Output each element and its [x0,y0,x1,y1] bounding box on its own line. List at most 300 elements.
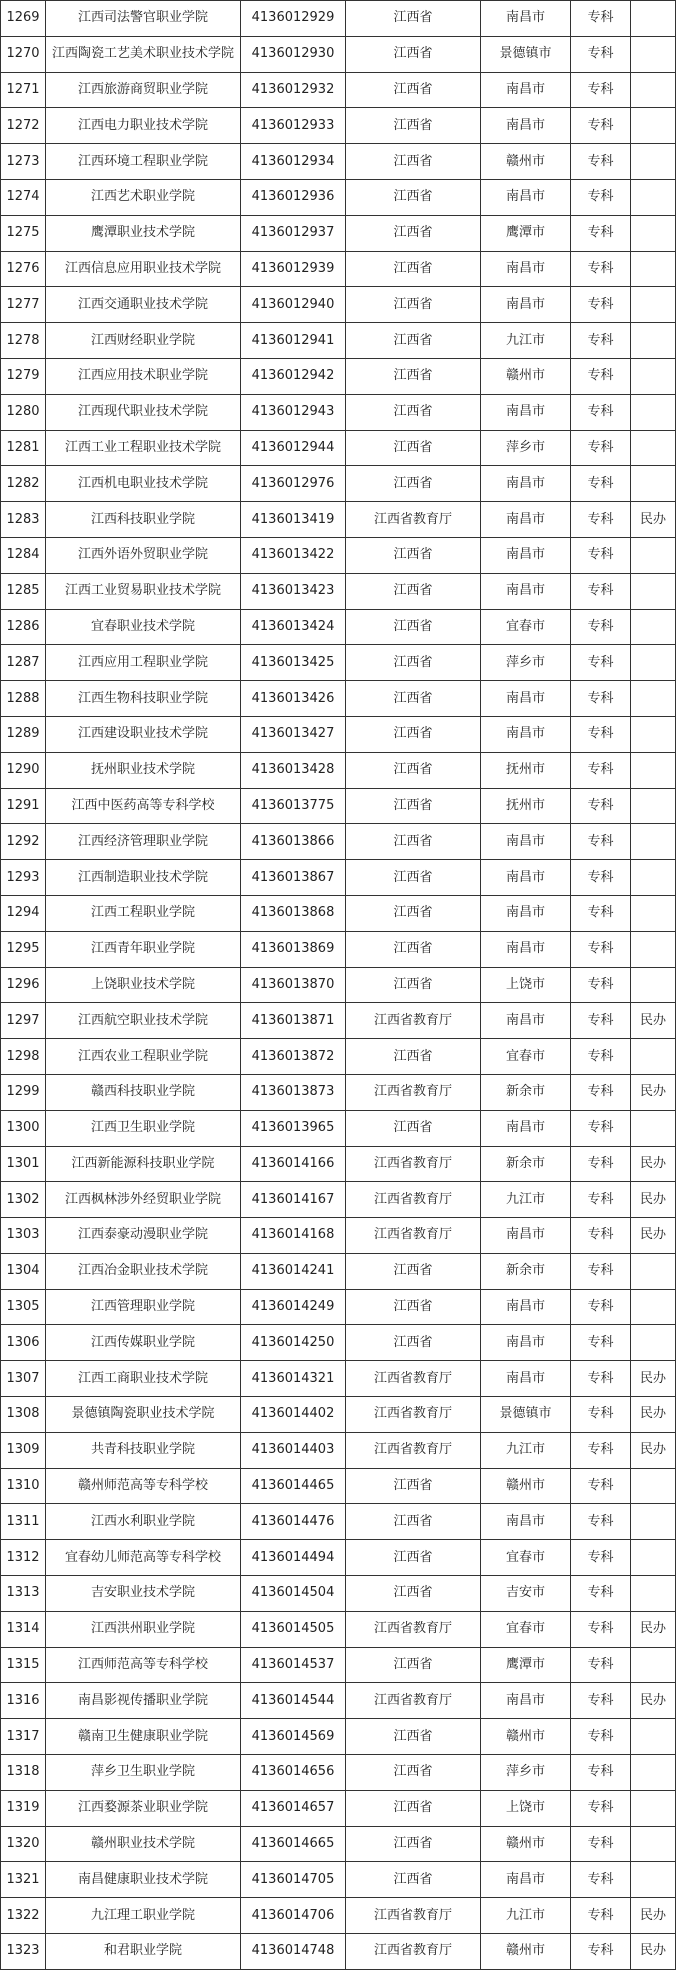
school-name-cell: 江西中医药高等专科学校 [46,788,241,824]
level-cell: 专科 [571,1683,631,1719]
school-code-cell: 4136014504 [241,1576,346,1612]
table-row [1,36,676,72]
location-cell: 南昌市 [481,108,571,144]
table-row [1,1934,676,1970]
level-cell: 专科 [571,1432,631,1468]
school-name-cell: 江西旅游商贸职业学院 [46,72,241,108]
location-cell: 南昌市 [481,287,571,323]
table-row [1,1862,676,1898]
table-row [1,1432,676,1468]
row-number-cell: 1306 [1,1325,46,1361]
authority-cell: 江西省 [346,1790,481,1826]
row-number-cell: 1290 [1,752,46,788]
school-name-cell: 景德镇陶瓷职业技术学院 [46,1397,241,1433]
school-code-cell: 4136012939 [241,251,346,287]
table-row [1,931,676,967]
row-number-cell: 1294 [1,895,46,931]
remark-cell [631,1576,676,1612]
row-number-cell: 1269 [1,1,46,37]
remark-cell: 民办 [631,1898,676,1934]
table-row [1,466,676,502]
level-cell: 专科 [571,1826,631,1862]
authority-cell: 江西省 [346,1862,481,1898]
table-row [1,179,676,215]
authority-cell: 江西省 [346,215,481,251]
authority-cell: 江西省 [346,895,481,931]
remark-cell: 民办 [631,1683,676,1719]
level-cell: 专科 [571,1611,631,1647]
table-row [1,788,676,824]
table-row [1,1790,676,1826]
authority-cell: 江西省 [346,609,481,645]
authority-cell: 江西省 [346,144,481,180]
location-cell: 宜春市 [481,1039,571,1075]
remark-cell [631,287,676,323]
row-number-cell: 1308 [1,1397,46,1433]
row-number-cell: 1322 [1,1898,46,1934]
school-code-cell: 4136014505 [241,1611,346,1647]
level-cell: 专科 [571,1468,631,1504]
table-row [1,1003,676,1039]
school-name-cell: 江西建设职业技术学院 [46,716,241,752]
remark-cell [631,466,676,502]
authority-cell: 江西省 [346,931,481,967]
remark-cell [631,860,676,896]
authority-cell: 江西省教育厅 [346,1683,481,1719]
remark-cell [631,1719,676,1755]
remark-cell [631,752,676,788]
remark-cell: 民办 [631,1003,676,1039]
school-code-cell: 4136014168 [241,1218,346,1254]
row-number-cell: 1302 [1,1182,46,1218]
school-name-cell: 江西水利职业学院 [46,1504,241,1540]
school-code-cell: 4136013965 [241,1110,346,1146]
table-row [1,1361,676,1397]
school-code-cell: 4136014656 [241,1755,346,1791]
school-code-cell: 4136012934 [241,144,346,180]
remark-cell [631,251,676,287]
location-cell: 吉安市 [481,1576,571,1612]
table-row [1,323,676,359]
level-cell: 专科 [571,1934,631,1970]
remark-cell [631,716,676,752]
level-cell: 专科 [571,430,631,466]
authority-cell: 江西省 [346,1110,481,1146]
school-name-cell: 赣州职业技术学院 [46,1826,241,1862]
level-cell: 专科 [571,72,631,108]
school-name-cell: 江西农业工程职业学院 [46,1039,241,1075]
school-code-cell: 4136014402 [241,1397,346,1433]
authority-cell: 江西省 [346,1755,481,1791]
school-code-cell: 4136014544 [241,1683,346,1719]
authority-cell: 江西省 [346,537,481,573]
school-name-cell: 江西工业工程职业技术学院 [46,430,241,466]
school-name-cell: 江西卫生职业学院 [46,1110,241,1146]
location-cell: 南昌市 [481,1289,571,1325]
school-code-cell: 4136012941 [241,323,346,359]
authority-cell: 江西省 [346,1325,481,1361]
row-number-cell: 1276 [1,251,46,287]
remark-cell [631,967,676,1003]
school-code-cell: 4136014166 [241,1146,346,1182]
level-cell: 专科 [571,1361,631,1397]
level-cell: 专科 [571,108,631,144]
location-cell: 宜春市 [481,1611,571,1647]
row-number-cell: 1272 [1,108,46,144]
authority-cell: 江西省教育厅 [346,1003,481,1039]
table-row [1,1218,676,1254]
school-name-cell: 江西管理职业学院 [46,1289,241,1325]
school-name-cell: 江西电力职业技术学院 [46,108,241,144]
table-row [1,1253,676,1289]
level-cell: 专科 [571,466,631,502]
row-number-cell: 1286 [1,609,46,645]
row-number-cell: 1319 [1,1790,46,1826]
school-code-cell: 4136013426 [241,681,346,717]
level-cell: 专科 [571,573,631,609]
authority-cell: 江西省教育厅 [346,502,481,538]
level-cell: 专科 [571,144,631,180]
remark-cell [631,1862,676,1898]
table-row [1,1611,676,1647]
remark-cell [631,788,676,824]
location-cell: 南昌市 [481,1683,571,1719]
table-row [1,358,676,394]
authority-cell: 江西省教育厅 [346,1361,481,1397]
table-row [1,1,676,37]
table-row [1,573,676,609]
row-number-cell: 1299 [1,1074,46,1110]
level-cell: 专科 [571,287,631,323]
location-cell: 萍乡市 [481,430,571,466]
school-code-cell: 4136012942 [241,358,346,394]
location-cell: 萍乡市 [481,1755,571,1791]
location-cell: 南昌市 [481,1504,571,1540]
table-row [1,1039,676,1075]
location-cell: 南昌市 [481,716,571,752]
school-code-cell: 4136013870 [241,967,346,1003]
row-number-cell: 1301 [1,1146,46,1182]
remark-cell [631,358,676,394]
location-cell: 抚州市 [481,752,571,788]
school-code-cell: 4136014706 [241,1898,346,1934]
row-number-cell: 1304 [1,1253,46,1289]
table-row [1,1074,676,1110]
school-name-cell: 南昌影视传播职业学院 [46,1683,241,1719]
remark-cell [631,108,676,144]
school-name-cell: 江西师范高等专科学校 [46,1647,241,1683]
level-cell: 专科 [571,895,631,931]
row-number-cell: 1295 [1,931,46,967]
location-cell: 赣州市 [481,1719,571,1755]
location-cell: 南昌市 [481,895,571,931]
level-cell: 专科 [571,609,631,645]
location-cell: 九江市 [481,1182,571,1218]
location-cell: 赣州市 [481,1468,571,1504]
table-row [1,502,676,538]
level-cell: 专科 [571,1862,631,1898]
location-cell: 新余市 [481,1146,571,1182]
school-code-cell: 4136013425 [241,645,346,681]
school-code-cell: 4136014705 [241,1862,346,1898]
remark-cell [631,645,676,681]
school-name-cell: 江西传媒职业学院 [46,1325,241,1361]
school-name-cell: 宜春幼儿师范高等专科学校 [46,1540,241,1576]
authority-cell: 江西省 [346,1,481,37]
level-cell: 专科 [571,1504,631,1540]
level-cell: 专科 [571,1397,631,1433]
location-cell: 南昌市 [481,1218,571,1254]
authority-cell: 江西省 [346,179,481,215]
remark-cell [631,144,676,180]
school-code-cell: 4136013424 [241,609,346,645]
level-cell: 专科 [571,1074,631,1110]
school-code-cell: 4136013427 [241,716,346,752]
authority-cell: 江西省 [346,1576,481,1612]
authority-cell: 江西省 [346,358,481,394]
row-number-cell: 1315 [1,1647,46,1683]
table-body [1,1,676,1970]
level-cell: 专科 [571,537,631,573]
school-name-cell: 江西冶金职业技术学院 [46,1253,241,1289]
school-code-cell: 4136014665 [241,1826,346,1862]
authority-cell: 江西省教育厅 [346,1397,481,1433]
remark-cell [631,895,676,931]
location-cell: 南昌市 [481,1862,571,1898]
remark-cell [631,931,676,967]
location-cell: 新余市 [481,1253,571,1289]
table-row [1,537,676,573]
school-name-cell: 江西应用技术职业学院 [46,358,241,394]
location-cell: 赣州市 [481,1934,571,1970]
authority-cell: 江西省 [346,645,481,681]
row-number-cell: 1314 [1,1611,46,1647]
location-cell: 南昌市 [481,1,571,37]
table-row [1,824,676,860]
table-row [1,251,676,287]
row-number-cell: 1320 [1,1826,46,1862]
school-name-cell: 江西科技职业学院 [46,502,241,538]
school-name-cell: 江西泰豪动漫职业学院 [46,1218,241,1254]
level-cell: 专科 [571,967,631,1003]
level-cell: 专科 [571,1110,631,1146]
authority-cell: 江西省 [346,108,481,144]
level-cell: 专科 [571,1253,631,1289]
authority-cell: 江西省教育厅 [346,1218,481,1254]
level-cell: 专科 [571,1039,631,1075]
remark-cell [631,215,676,251]
authority-cell: 江西省教育厅 [346,1611,481,1647]
remark-cell: 民办 [631,1146,676,1182]
level-cell: 专科 [571,1182,631,1218]
table-row [1,681,676,717]
school-name-cell: 和君职业学院 [46,1934,241,1970]
table-row [1,1289,676,1325]
table-row [1,430,676,466]
level-cell: 专科 [571,394,631,430]
row-number-cell: 1316 [1,1683,46,1719]
level-cell: 专科 [571,1755,631,1791]
location-cell: 南昌市 [481,466,571,502]
remark-cell: 民办 [631,502,676,538]
authority-cell: 江西省 [346,1826,481,1862]
authority-cell: 江西省 [346,716,481,752]
remark-cell [631,323,676,359]
location-cell: 南昌市 [481,931,571,967]
location-cell: 南昌市 [481,251,571,287]
remark-cell [631,1253,676,1289]
remark-cell [631,72,676,108]
level-cell: 专科 [571,179,631,215]
authority-cell: 江西省教育厅 [346,1934,481,1970]
level-cell: 专科 [571,1576,631,1612]
row-number-cell: 1274 [1,179,46,215]
remark-cell: 民办 [631,1361,676,1397]
row-number-cell: 1300 [1,1110,46,1146]
location-cell: 南昌市 [481,1110,571,1146]
location-cell: 萍乡市 [481,645,571,681]
remark-cell [631,1468,676,1504]
school-name-cell: 江西经济管理职业学院 [46,824,241,860]
school-name-cell: 江西信息应用职业技术学院 [46,251,241,287]
remark-cell [631,1647,676,1683]
school-code-cell: 4136013422 [241,537,346,573]
school-code-cell: 4136013423 [241,573,346,609]
remark-cell: 民办 [631,1074,676,1110]
school-name-cell: 江西制造职业技术学院 [46,860,241,896]
school-name-cell: 抚州职业技术学院 [46,752,241,788]
row-number-cell: 1282 [1,466,46,502]
table-row [1,215,676,251]
row-number-cell: 1275 [1,215,46,251]
authority-cell: 江西省 [346,573,481,609]
row-number-cell: 1287 [1,645,46,681]
remark-cell: 民办 [631,1611,676,1647]
table-row [1,895,676,931]
school-name-cell: 江西艺术职业学院 [46,179,241,215]
row-number-cell: 1280 [1,394,46,430]
table-row [1,1683,676,1719]
table-row [1,1110,676,1146]
row-number-cell: 1297 [1,1003,46,1039]
level-cell: 专科 [571,502,631,538]
remark-cell [631,1,676,37]
location-cell: 南昌市 [481,394,571,430]
level-cell: 专科 [571,1790,631,1826]
row-number-cell: 1318 [1,1755,46,1791]
row-number-cell: 1270 [1,36,46,72]
level-cell: 专科 [571,1647,631,1683]
location-cell: 九江市 [481,1432,571,1468]
school-name-cell: 九江理工职业学院 [46,1898,241,1934]
school-code-cell: 4136012940 [241,287,346,323]
school-code-cell: 4136013866 [241,824,346,860]
authority-cell: 江西省 [346,1289,481,1325]
remark-cell: 民办 [631,1432,676,1468]
row-number-cell: 1303 [1,1218,46,1254]
school-code-cell: 4136013428 [241,752,346,788]
row-number-cell: 1296 [1,967,46,1003]
level-cell: 专科 [571,323,631,359]
level-cell: 专科 [571,860,631,896]
school-name-cell: 江西新能源科技职业学院 [46,1146,241,1182]
authority-cell: 江西省 [346,1468,481,1504]
row-number-cell: 1285 [1,573,46,609]
authority-cell: 江西省 [346,752,481,788]
level-cell: 专科 [571,1325,631,1361]
row-number-cell: 1278 [1,323,46,359]
table-row [1,1468,676,1504]
school-code-cell: 4136014465 [241,1468,346,1504]
table-row [1,860,676,896]
school-name-cell: 江西工商职业技术学院 [46,1361,241,1397]
level-cell: 专科 [571,358,631,394]
level-cell: 专科 [571,251,631,287]
location-cell: 南昌市 [481,72,571,108]
table-row [1,1898,676,1934]
row-number-cell: 1277 [1,287,46,323]
school-code-cell: 4136014403 [241,1432,346,1468]
level-cell: 专科 [571,1719,631,1755]
table-row [1,394,676,430]
school-code-cell: 4136013867 [241,860,346,896]
school-name-cell: 宜春职业技术学院 [46,609,241,645]
remark-cell [631,394,676,430]
level-cell: 专科 [571,1003,631,1039]
school-name-cell: 共青科技职业学院 [46,1432,241,1468]
school-code-cell: 4136012943 [241,394,346,430]
location-cell: 南昌市 [481,1003,571,1039]
level-cell: 专科 [571,824,631,860]
level-cell: 专科 [571,1540,631,1576]
school-name-cell: 江西洪州职业学院 [46,1611,241,1647]
level-cell: 专科 [571,1146,631,1182]
row-number-cell: 1284 [1,537,46,573]
school-code-cell: 4136012976 [241,466,346,502]
school-code-cell: 4136013419 [241,502,346,538]
school-code-cell: 4136012937 [241,215,346,251]
school-name-cell: 江西司法警官职业学院 [46,1,241,37]
level-cell: 专科 [571,931,631,967]
level-cell: 专科 [571,752,631,788]
level-cell: 专科 [571,36,631,72]
location-cell: 上饶市 [481,1790,571,1826]
remark-cell [631,1755,676,1791]
row-number-cell: 1313 [1,1576,46,1612]
school-code-cell: 4136014249 [241,1289,346,1325]
location-cell: 南昌市 [481,824,571,860]
location-cell: 鹰潭市 [481,1647,571,1683]
remark-cell [631,573,676,609]
row-number-cell: 1273 [1,144,46,180]
location-cell: 宜春市 [481,1540,571,1576]
school-code-cell: 4136014241 [241,1253,346,1289]
school-name-cell: 江西现代职业技术学院 [46,394,241,430]
school-name-cell: 南昌健康职业技术学院 [46,1862,241,1898]
authority-cell: 江西省 [346,967,481,1003]
authority-cell: 江西省 [346,287,481,323]
row-number-cell: 1289 [1,716,46,752]
location-cell: 南昌市 [481,1325,571,1361]
authority-cell: 江西省 [346,788,481,824]
authority-cell: 江西省 [346,1719,481,1755]
location-cell: 赣州市 [481,358,571,394]
authority-cell: 江西省 [346,72,481,108]
authority-cell: 江西省教育厅 [346,1432,481,1468]
location-cell: 九江市 [481,323,571,359]
row-number-cell: 1311 [1,1504,46,1540]
school-name-cell: 江西交通职业技术学院 [46,287,241,323]
